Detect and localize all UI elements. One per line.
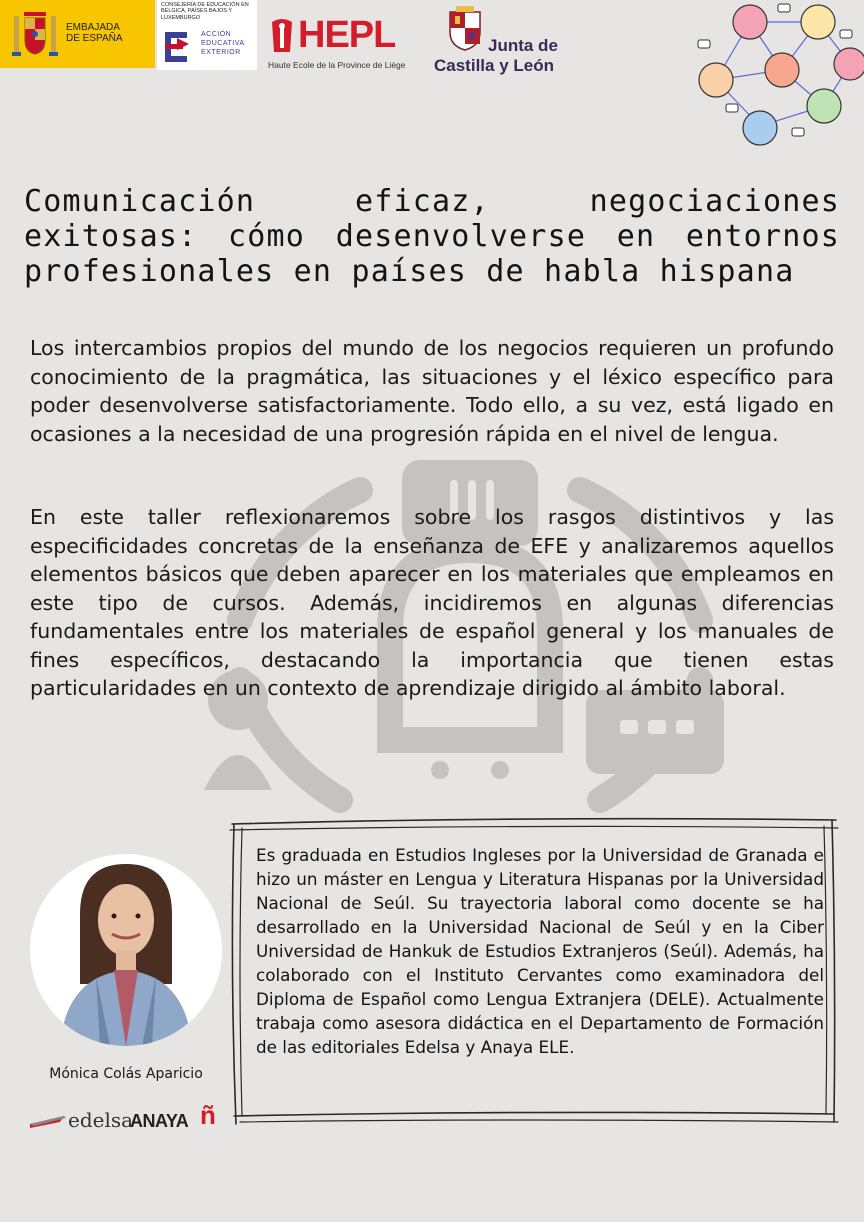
- exterior-word: EXTERIOR: [201, 49, 241, 56]
- consejeria-educacion-logo: [157, 0, 257, 70]
- publisher-logos: [30, 1100, 230, 1138]
- hepl-wordmark: HEPL: [298, 14, 396, 56]
- workshop-title: Comunicación eficaz, negociaciones exitosas: cómo desenvolverse en entornos profesionales en países de habla hispana: [24, 184, 840, 289]
- accion-educativa-mark-icon: [163, 30, 195, 64]
- speaker-portrait: [30, 854, 222, 1046]
- speaker-bio: Es graduada en Estudios Ingleses por la Universidad de Granada e hizo un máster en Lengua y Literatura Hispanas por la Universidad Nacional de Seúl. Su trayectoria laboral como docente se ha desarrollado en la Universidad Nacional de Seúl y en la Ciber Universidad de Hankuk de Estudios Extranjeros (Seúl). Además, ha colaborado con el Instituto Cervantes como examinadora del Diploma de Español como Lengua Extranjera (DELE). Actualmente trabaja como asesora didáctica en el Departamento de Formación de las editoriales Edelsa y Anaya ELE.: [256, 845, 824, 1057]
- embajada-text: EMBAJADA DE ESPAÑA: [66, 22, 123, 44]
- intro-paragraph: Los intercambios propios del mundo de los negocios requieren un profundo conocimiento de la pragmática, las situaciones y el léxico específico para poder desenvolverse satisfactoriamente. Todo ello, a su vez, está ligado en ocasiones a la necesidad de una progresión rápida en el nivel de lengua.: [30, 336, 834, 446]
- accion-word: ACCIÓN: [201, 31, 232, 38]
- hepl-logo: [268, 16, 424, 72]
- workshop-description-paragraph: En este taller reflexionaremos sobre los rasgos distintivos y las especificidades concretas de la enseñanza de EFE y analizaremos aquellos elementos básicos que deben aparecer en los materiales que empleamos en este tipo de cursos. Además, incidiremos en algunas diferencias fundamentales entre los materiales de español general y los manuales de fines específicos, destacando la importancia que tienen estas particularidades en un contexto de aprendizaje dirigido al ámbito laboral.: [30, 505, 834, 700]
- hepl-emblem-icon: [268, 18, 296, 56]
- hepl-subtitle: Haute Ecole de la Province de Liège: [268, 60, 406, 70]
- edelsa-swoosh-icon: [30, 1114, 68, 1128]
- anaya-logo: ANAYA: [130, 1111, 189, 1131]
- educativa-word: EDUCATIVA: [201, 40, 245, 47]
- accion-educativa-text: [201, 30, 245, 57]
- jcyl-line1: Junta de: [488, 36, 558, 55]
- speaker-photo-illustration: [30, 854, 222, 1046]
- castilla-leon-shield-icon: [446, 6, 484, 52]
- junta-castilla-leon-logo: [432, 2, 582, 76]
- people-network-illustration: [690, 0, 864, 156]
- consejeria-text: CONSEJERÍA DE EDUCACIÓN EN BÉLGICA, PAÍSES BAJOS Y LUXEMBURGO: [161, 2, 249, 21]
- speaker-name: Mónica Colás Aparicio: [49, 1066, 203, 1082]
- edelsa-logo: edelsa: [68, 1108, 134, 1132]
- spain-coat-of-arms-icon: [10, 6, 60, 62]
- jcyl-line2: Castilla y León: [434, 56, 554, 75]
- embajada-espana-logo: [0, 0, 155, 68]
- anaya-ele-mark: ñ: [200, 1100, 216, 1130]
